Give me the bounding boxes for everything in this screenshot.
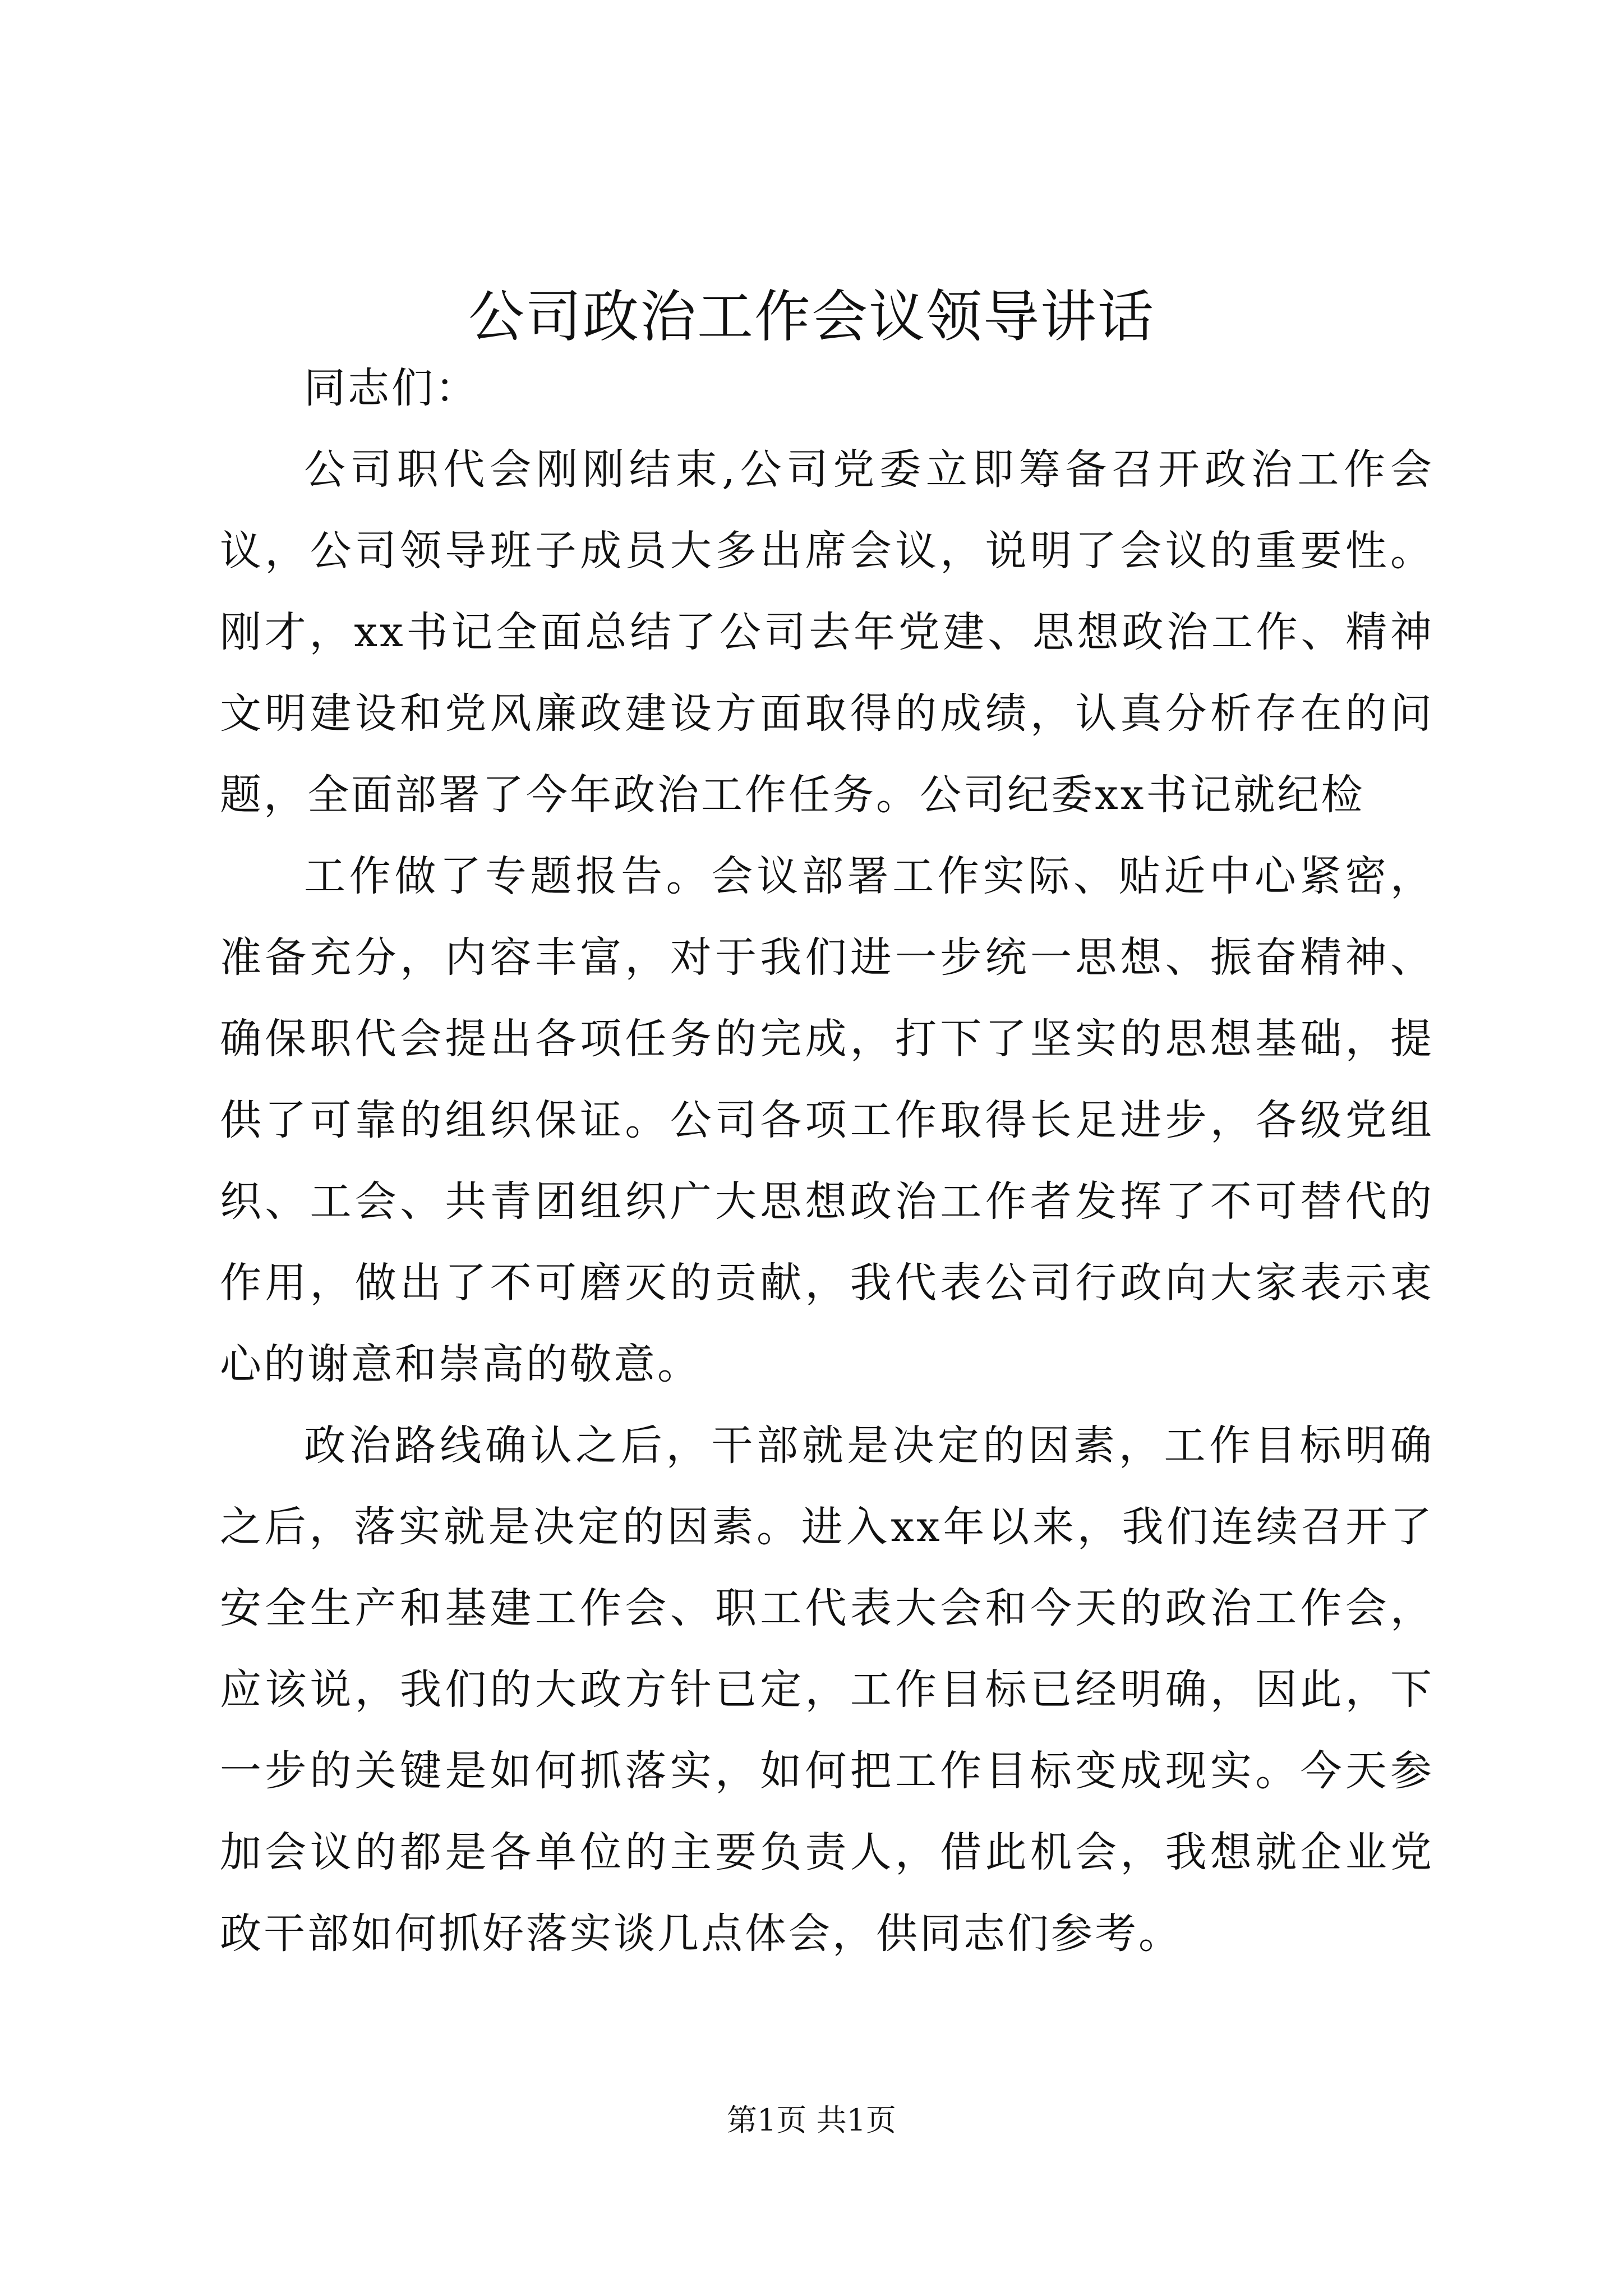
paragraph-2: 工作做了专题报告。会议部署工作实际、贴近中心紧密，准备充分，内容丰富，对于我们进一步统一思想、振奋精神、确保职代会提出各项任务的完成，打下了坚实的思想基础，提供了可靠的组织保证。公司各项工作取得长足进步，各级党组织、工会、共青团组织广大思想政治工作者发挥了不可替代的作用，做出了不可磨灭的贡献，我代表公司行政向大家表示衷心的谢意和崇高的敬意。 (220, 852, 1434, 1388)
greeting: 同志们： (304, 364, 479, 412)
paragraph-1: 公司职代会刚刚结束,公司党委立即筹备召开政治工作会议，公司领导班子成员大多出席会议，说明了会议的重要性。刚才，xx书记全面总结了公司去年党建、思想政治工作、精神文明建设和党风廉政建设方面取得的成绩，认真分析存在的问题，全面部署了今年政治工作任务。公司纪委xx书记就纪检 (220, 445, 1434, 819)
document-body (220, 348, 1434, 1975)
page-number-footer: 第1页 共1页 (727, 2102, 896, 2138)
paragraph-3: 政治路线确认之后，干部就是决定的因素，工作目标明确之后，落实就是决定的因素。进入xx年以来，我们连续召开了安全生产和基建工作会、职工代表大会和今天的政治工作会，应该说，我们的大政方针已定，工作目标已经明确，因此，下一步的关键是如何抓落实，如何把工作目标变成现实。今天参加会议的都是各单位的主要负责人，借此机会，我想就企业党政干部如何抓好落实谈几点体会，供同志们参考。 (220, 1421, 1434, 1958)
document-title: 公司政治工作会议领导讲话 (468, 284, 1155, 349)
